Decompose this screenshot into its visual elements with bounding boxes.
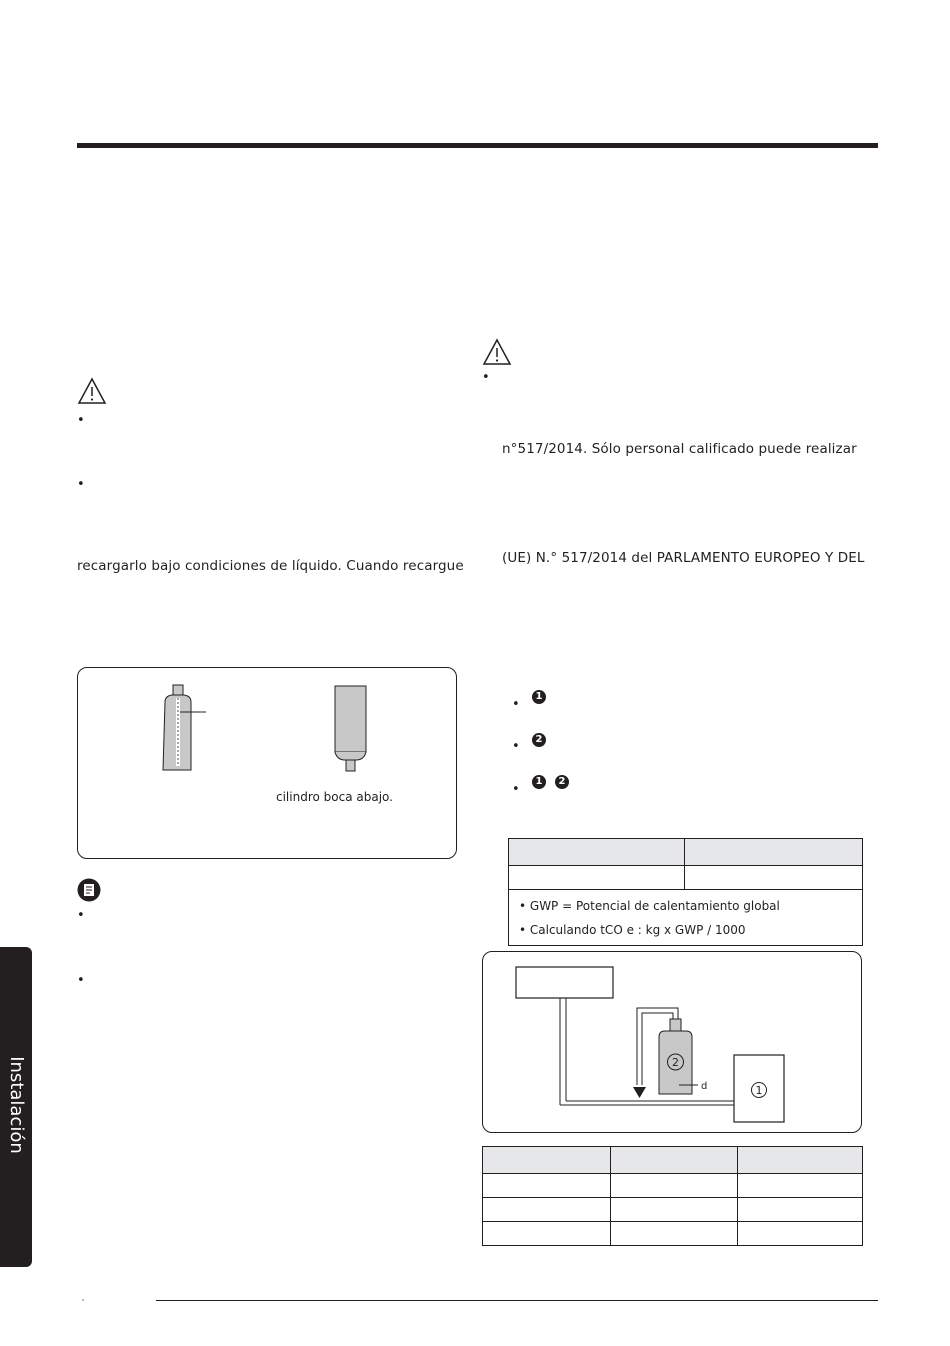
cylinder-label: d	[701, 1081, 708, 1092]
table-cell	[611, 1174, 738, 1198]
step-marker-2: 2	[555, 775, 569, 789]
bullet: •	[482, 370, 490, 385]
cylinder-with-siphon-icon	[150, 680, 220, 780]
top-rule	[77, 143, 878, 148]
charging-diagram	[482, 951, 862, 1133]
right-paragraph-line-2: (UE) N.° 517/2014 del PARLAMENTO EUROPEO Y DEL	[502, 550, 865, 566]
cylinder-marker: 2	[672, 1056, 679, 1069]
step-marker-2: 2	[532, 733, 546, 747]
bullet: •	[512, 739, 520, 754]
bullet: •	[512, 697, 520, 712]
table-cell	[738, 1222, 863, 1246]
figure-caption: cilindro boca abajo.	[276, 790, 393, 804]
table-header-cell	[509, 839, 685, 866]
cylinder-figure-box	[77, 667, 457, 859]
table-cell	[738, 1198, 863, 1222]
table-cell	[483, 1174, 611, 1198]
table-header-cell	[611, 1147, 738, 1174]
page-number-mark	[82, 1299, 84, 1301]
gwp-notes-cell	[509, 890, 863, 946]
bullet: •	[512, 782, 520, 797]
bottom-rule	[156, 1300, 878, 1301]
warning-triangle-icon	[77, 377, 107, 405]
cylinder-upside-down-icon	[325, 680, 375, 775]
warning-triangle-icon	[482, 338, 512, 366]
table-header-cell	[685, 839, 863, 866]
left-paragraph-line: recargarlo bajo condiciones de líquido. Cuando recargue	[77, 558, 464, 574]
bullet: •	[77, 477, 85, 492]
table-cell	[685, 866, 863, 890]
gwp-note-line: • GWP = Potencial de calentamiento global	[519, 899, 780, 913]
note-icon	[77, 878, 101, 902]
table-cell	[611, 1222, 738, 1246]
gwp-table	[508, 838, 863, 946]
bullet: •	[77, 413, 85, 428]
unit-marker: 1	[755, 1084, 763, 1097]
right-paragraph-line-1: n°517/2014. Sólo personal calificado puede realizar	[502, 441, 857, 457]
step-marker-1: 1	[532, 775, 546, 789]
table-header-cell	[483, 1147, 611, 1174]
table-cell	[509, 866, 685, 890]
table-header-cell	[738, 1147, 863, 1174]
table-cell	[611, 1198, 738, 1222]
table-cell	[738, 1174, 863, 1198]
bullet: •	[77, 973, 85, 988]
step-marker-1: 1	[532, 690, 546, 704]
bullet: •	[77, 908, 85, 923]
bottom-table	[482, 1146, 863, 1246]
table-cell	[483, 1198, 611, 1222]
gwp-note-line: • Calculando tCO e : kg x GWP / 1000	[519, 923, 746, 937]
table-cell	[483, 1222, 611, 1246]
side-tab-label: Instalación	[6, 1056, 27, 1154]
